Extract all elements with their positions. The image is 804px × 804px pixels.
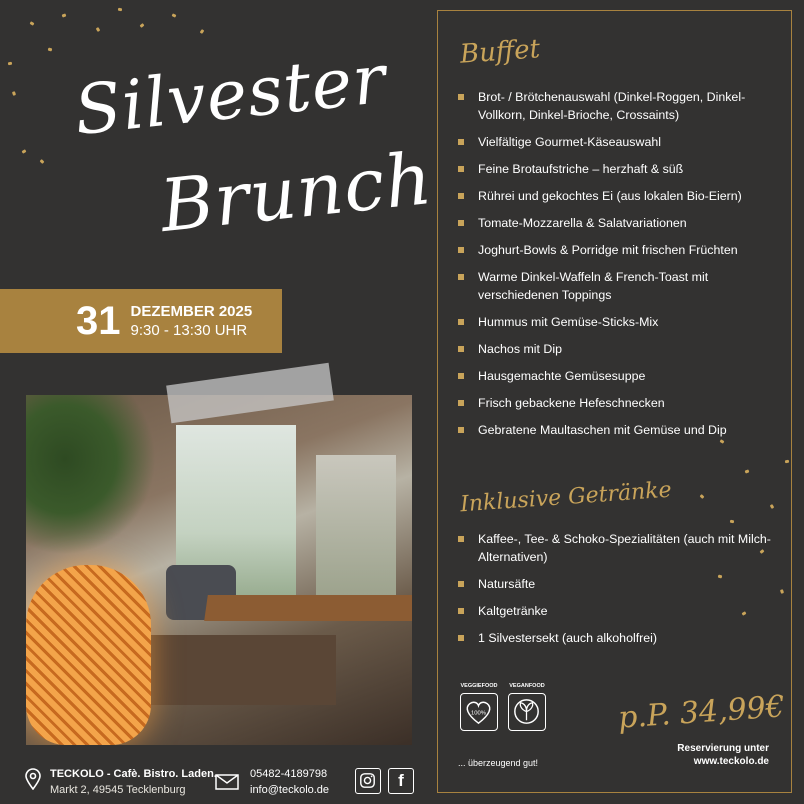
photo-bench bbox=[136, 635, 336, 705]
reservation-info: Reservierung unter www.teckolo.de bbox=[677, 743, 769, 767]
cafe-photo bbox=[26, 395, 412, 745]
bullet-icon bbox=[458, 373, 464, 379]
drinks-title: Inklusive Getränke bbox=[459, 477, 673, 518]
photo-lamp bbox=[26, 565, 151, 745]
price-per-person: p.P. 34,99€ bbox=[616, 689, 786, 736]
svg-text:100%: 100% bbox=[471, 710, 486, 717]
drinks-item: Natursäfte bbox=[458, 575, 778, 593]
buffet-item: Feine Brotaufstriche – herzhaft & süß bbox=[458, 160, 778, 178]
drinks-list bbox=[458, 530, 778, 656]
vegan-leaf-icon bbox=[508, 693, 546, 731]
bullet-icon bbox=[458, 139, 464, 145]
buffet-item: Frisch gebackene Hefeschnecken bbox=[458, 394, 778, 412]
buffet-item: Hummus mit Gemüse-Sticks-Mix bbox=[458, 313, 778, 331]
title-silvester: Silvester bbox=[70, 39, 390, 152]
facebook-icon[interactable]: f bbox=[388, 768, 414, 794]
bullet-icon bbox=[458, 427, 464, 433]
buffet-item: Brot- / Brötchenauswahl (Dinkel-Roggen, Dinkel-Vollkorn, Dinkel-Brioche, Crossaints) bbox=[458, 88, 778, 124]
bullet-icon bbox=[458, 635, 464, 641]
photo-plant bbox=[26, 395, 156, 555]
bullet-icon bbox=[458, 319, 464, 325]
drinks-item: Kaltgetränke bbox=[458, 602, 778, 620]
buffet-item: Vielfältige Gourmet-Käseauswahl bbox=[458, 133, 778, 151]
veggie-heart-icon bbox=[460, 693, 498, 731]
buffet-item: Rührei und gekochtes Ei (aus lokalen Bio-Eiern) bbox=[458, 187, 778, 205]
veggie-badge: VEGGIEFOOD 100% bbox=[458, 683, 500, 733]
date-time: 9:30 - 13:30 UHR bbox=[130, 322, 248, 339]
bullet-icon bbox=[458, 346, 464, 352]
buffet-item: Gebratene Maultaschen mit Gemüse und Dip bbox=[458, 421, 778, 439]
bullet-icon bbox=[458, 220, 464, 226]
phone-number[interactable]: 05482-4189798 bbox=[250, 768, 328, 780]
location-pin-icon bbox=[24, 768, 42, 790]
buffet-list bbox=[458, 88, 778, 448]
bullet-icon bbox=[458, 247, 464, 253]
buffet-item: Warme Dinkel-Waffeln & French-Toast mit verschiedenen Toppings bbox=[458, 268, 778, 304]
date-day: 31 bbox=[76, 298, 121, 343]
business-address: Markt 2, 49545 Tecklenburg bbox=[50, 784, 186, 796]
business-name: TECKOLO - Cafè. Bistro. Laden. bbox=[50, 768, 217, 780]
bullet-icon bbox=[458, 581, 464, 587]
bullet-icon bbox=[458, 166, 464, 172]
mail-icon bbox=[214, 769, 242, 793]
buffet-title: Buffet bbox=[459, 34, 542, 70]
bullet-icon bbox=[458, 193, 464, 199]
date-banner bbox=[0, 289, 282, 353]
drinks-item: 1 Silvestersekt (auch alkoholfrei) bbox=[458, 629, 778, 647]
drinks-item: Kaffee-, Tee- & Schoko-Spezialitäten (auch mit Milch-Alternativen) bbox=[458, 530, 778, 566]
vegan-badge: VEGANFOOD bbox=[506, 683, 548, 733]
title-brunch: Brunch bbox=[156, 135, 437, 249]
buffet-item: Hausgemachte Gemüsesuppe bbox=[458, 367, 778, 385]
bullet-icon bbox=[458, 274, 464, 280]
badges-caption: ... überzeugend gut! bbox=[458, 758, 539, 768]
bullet-icon bbox=[458, 400, 464, 406]
bullet-icon bbox=[458, 536, 464, 542]
buffet-item: Joghurt-Bowls & Porridge mit frischen Früchten bbox=[458, 241, 778, 259]
footer bbox=[0, 760, 804, 804]
email-address[interactable]: info@teckolo.de bbox=[250, 784, 330, 796]
instagram-icon[interactable] bbox=[355, 768, 381, 794]
menu-panel bbox=[437, 10, 792, 793]
date-month-year: DEZEMBER 2025 bbox=[130, 303, 253, 320]
reservation-link[interactable]: www.teckolo.de bbox=[693, 756, 769, 767]
bullet-icon bbox=[458, 94, 464, 100]
photo-table bbox=[204, 595, 412, 621]
bullet-icon bbox=[458, 608, 464, 614]
photo-window-right bbox=[316, 455, 396, 595]
buffet-item: Tomate-Mozzarella & Salatvariationen bbox=[458, 214, 778, 232]
buffet-item: Nachos mit Dip bbox=[458, 340, 778, 358]
